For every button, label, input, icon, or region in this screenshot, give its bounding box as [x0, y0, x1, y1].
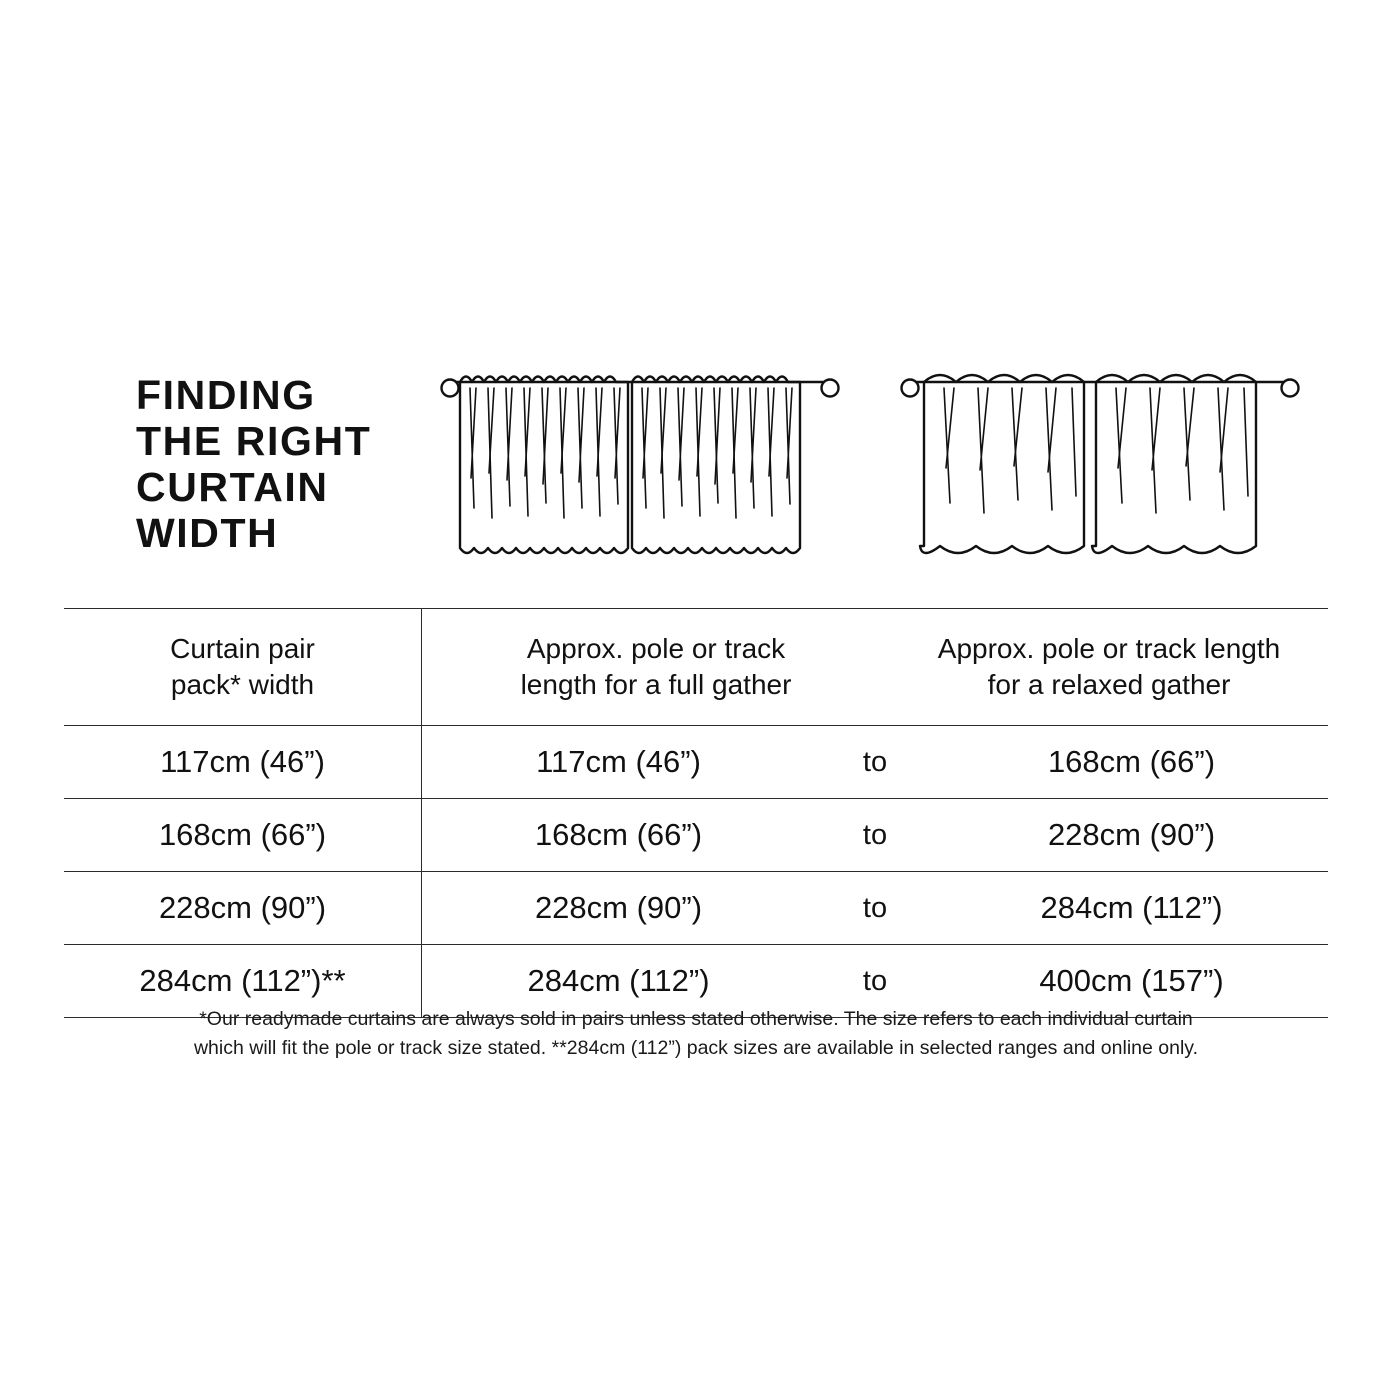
cell-pack-width: 168cm (66”)	[158, 817, 327, 852]
illustrations	[430, 358, 1330, 588]
table-row	[64, 725, 1328, 798]
cell-connector: to	[862, 964, 888, 997]
table-header-full-gather-line-1: Approx. pole or track	[526, 633, 786, 665]
page-title-line-1: FINDING	[136, 372, 316, 418]
cell-connector: to	[862, 891, 888, 924]
table-row	[64, 871, 1328, 944]
table-header-pack-width	[64, 609, 422, 725]
cell-connector: to	[862, 818, 888, 851]
relaxed-gather-curtain-illustration	[900, 358, 1300, 583]
page-title-line-3: CURTAIN	[136, 463, 329, 510]
cell-relaxed-gather: 400cm (157”)	[1039, 963, 1224, 998]
table-header-full-gather-line-2: length for a full gather	[520, 669, 792, 700]
table-header-relaxed-gather	[879, 631, 1319, 703]
page-title-line-2: THE RIGHT	[136, 417, 372, 464]
cell-full-gather: 228cm (90”)	[534, 890, 703, 925]
footnote-line-1: *Our readymade curtains are always sold in pairs unless stated otherwise. The size refers to each individual curtain	[199, 1008, 1193, 1030]
cell-relaxed-gather: 228cm (90”)	[1047, 817, 1216, 852]
cell-pack-width: 284cm (112”)**	[139, 963, 346, 998]
footnote-line-2: which will fit the pole or track size stated. **284cm (112”) pack sizes are available in selected ranges and online only.	[193, 1037, 1199, 1060]
cell-full-gather: 117cm (46”)	[536, 744, 701, 779]
full-gather-curtain-illustration	[440, 358, 840, 583]
cell-full-gather: 284cm (112”)	[527, 963, 710, 998]
table-header-full-gather	[431, 631, 861, 703]
page-title-line-4: WIDTH	[136, 509, 279, 556]
cell-pack-width: 228cm (90”)	[158, 890, 327, 925]
table-row	[64, 798, 1328, 871]
cell-relaxed-gather: 168cm (66”)	[1047, 744, 1216, 779]
curtain-width-table	[64, 608, 1328, 1018]
cell-full-gather: 168cm (66”)	[534, 817, 703, 852]
cell-pack-width: 117cm (46”)	[160, 744, 325, 779]
cell-relaxed-gather: 284cm (112”)	[1040, 890, 1223, 925]
table-header-gather-group	[422, 609, 1328, 725]
table-header-relaxed-gather-line-2: for a relaxed gather	[987, 669, 1231, 700]
table-header-relaxed-gather-line-1: Approx. pole or track length	[937, 633, 1281, 665]
footnote	[64, 1005, 1328, 1064]
table-header-row	[64, 608, 1328, 725]
table-header-pack-width-line-2: pack* width	[170, 669, 315, 700]
cell-connector: to	[862, 745, 888, 778]
table-header-pack-width-line-1: Curtain pair	[170, 633, 315, 665]
